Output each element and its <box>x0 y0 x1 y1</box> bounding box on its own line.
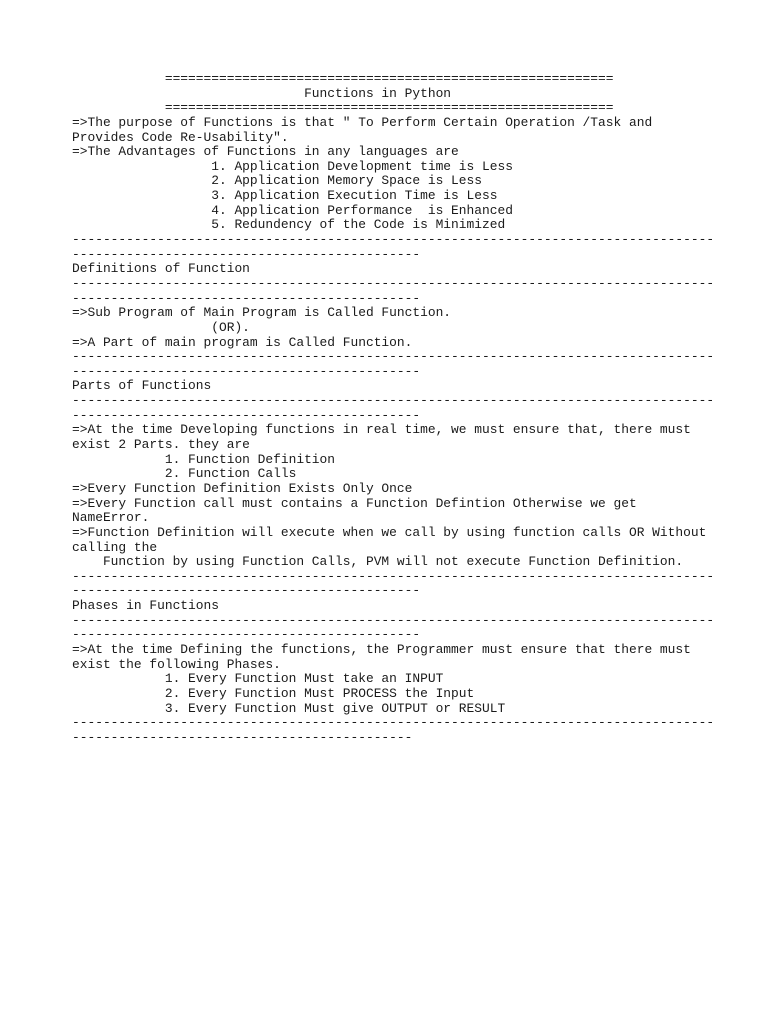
text-line: calling the <box>72 539 158 555</box>
list-item: 3. Every Function Must give OUTPUT or RESULT <box>72 700 506 716</box>
dashed-rule: --------------------------------------------- <box>72 290 421 306</box>
section-heading: Parts of Functions <box>72 378 212 394</box>
list-item: 5. Redundency of the Code is Minimized <box>72 217 506 233</box>
text-line: =>Sub Program of Main Program is Called Function. <box>72 305 452 321</box>
text-line: exist 2 Parts. they are <box>72 437 250 453</box>
list-item: 1. Function Definition <box>72 451 336 467</box>
list-item: 2. Every Function Must PROCESS the Input <box>72 685 475 701</box>
dashed-rule: ----------------------------------------------------------------------------------- <box>72 568 715 584</box>
list-item: 1. Every Function Must take an INPUT <box>72 671 444 687</box>
list-item: 2. Function Calls <box>72 466 297 482</box>
document-title: Functions in Python <box>72 85 452 101</box>
text-line: (OR). <box>72 319 250 335</box>
text-line: =>Every Function call must contains a Function Defintion Otherwise we get <box>72 495 637 511</box>
dashed-rule: -------------------------------------------- <box>72 729 413 745</box>
dashed-rule: --------------------------------------------- <box>72 407 421 423</box>
text-line: NameError. <box>72 510 150 526</box>
list-item: 1. Application Development time is Less <box>72 158 513 174</box>
dashed-rule: --------------------------------------------- <box>72 583 421 599</box>
dashed-rule: ----------------------------------------------------------------------------------- <box>72 715 715 731</box>
text-line: Provides Code Re-Usability". <box>72 129 289 145</box>
text-line: =>The Advantages of Functions in any languages are <box>72 144 459 160</box>
document-text <box>72 72 714 745</box>
text-line: =>A Part of main program is Called Function. <box>72 334 413 350</box>
dashed-rule: ----------------------------------------------------------------------------------- <box>72 349 715 365</box>
text-line: =>Function Definition will execute when we call by using function calls OR Without <box>72 524 707 540</box>
text-line: exist the following Phases. <box>72 656 281 672</box>
double-rule: ========================================================== <box>72 100 614 116</box>
text-line: =>The purpose of Functions is that " To Perform Certain Operation /Task and <box>72 114 653 130</box>
list-item: 3. Application Execution Time is Less <box>72 188 498 204</box>
text-line: =>At the time Defining the functions, the Programmer must ensure that there must <box>72 641 691 657</box>
dashed-rule: --------------------------------------------- <box>72 363 421 379</box>
list-item: 2. Application Memory Space is Less <box>72 173 482 189</box>
dashed-rule: ----------------------------------------------------------------------------------- <box>72 393 715 409</box>
section-heading: Phases in Functions <box>72 598 219 614</box>
text-line: =>Every Function Definition Exists Only Once <box>72 480 413 496</box>
double-rule: ========================================================== <box>72 71 614 86</box>
text-line: =>At the time Developing functions in real time, we must ensure that, there must <box>72 422 691 438</box>
dashed-rule: --------------------------------------------- <box>72 246 421 262</box>
dashed-rule: ----------------------------------------------------------------------------------- <box>72 275 715 291</box>
section-heading: Definitions of Function <box>72 261 250 277</box>
dashed-rule: ----------------------------------------------------------------------------------- <box>72 232 715 248</box>
text-line: Function by using Function Calls, PVM will not execute Function Definition. <box>72 554 684 570</box>
dashed-rule: --------------------------------------------- <box>72 627 421 643</box>
list-item: 4. Application Performance is Enhanced <box>72 202 513 218</box>
dashed-rule: ----------------------------------------------------------------------------------- <box>72 612 715 628</box>
